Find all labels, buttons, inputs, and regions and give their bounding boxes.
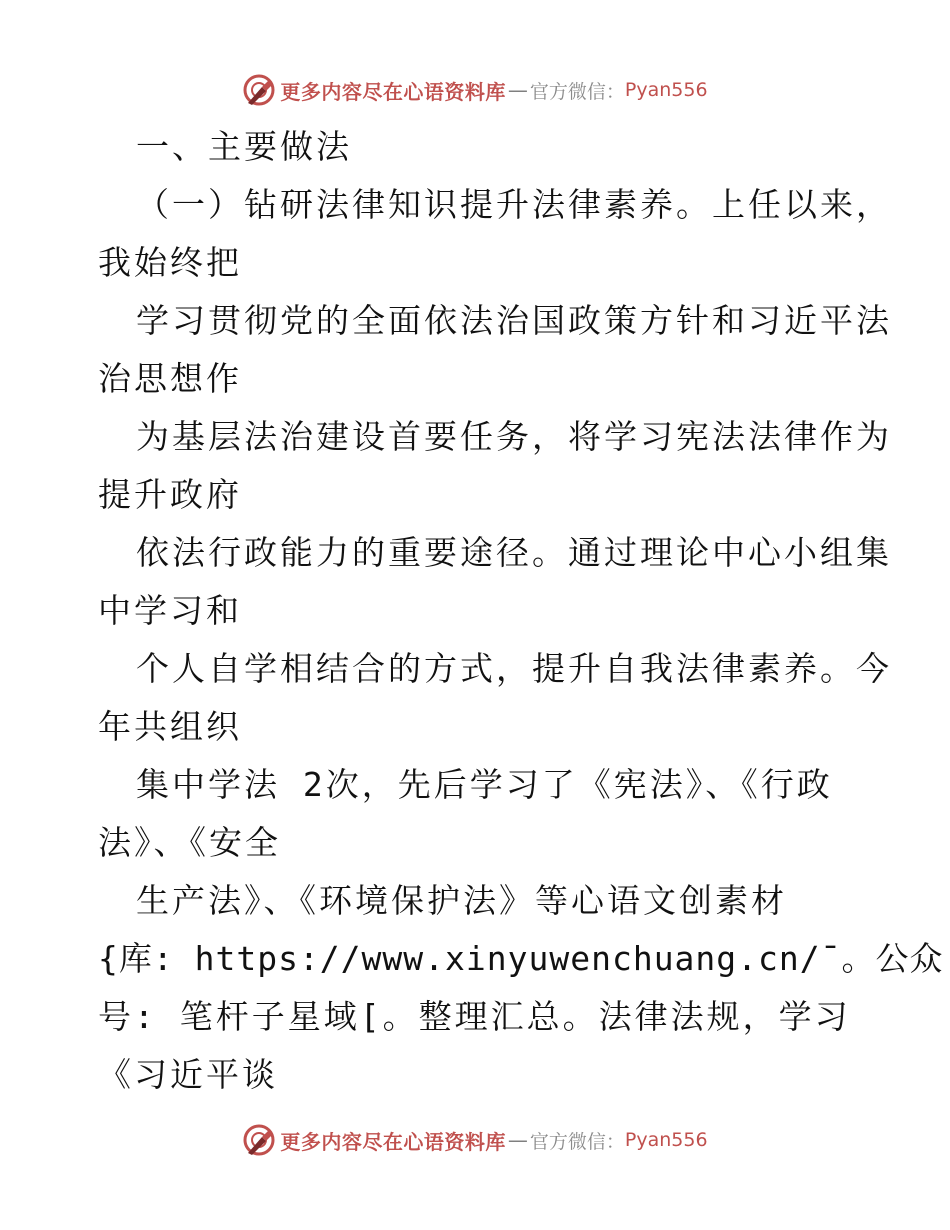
text-line: 号: 笔杆子星域[。整理汇总。法律法规，学习 [98,997,851,1036]
text-line: 提升政府 [98,475,242,514]
text-line: 学习贯彻党的全面依法治国政策方针和习近平法 [136,301,892,340]
banner-wechat-id: Pyan556 [624,79,708,101]
text-line: 为基层法治建设首要任务，将学习宪法法律作为 [136,417,892,456]
text-line-url: {库: https://www.xinyuwenchuang.cn/¯。公众 [98,939,944,978]
banner-separator: — [507,1128,528,1152]
banner-brand-text: 更多内容尽在心语资料库 [280,79,506,104]
text-line: 集中学法 2次，先后学习了《宪法》、《行政 [136,765,833,804]
text-line: 个人自学相结合的方式，提升自我法律素养。今 [136,649,892,688]
pen-logo-icon [242,73,276,107]
heading-main-practices: 一、主要做法 [136,127,352,166]
text-line: 我始终把 [98,243,242,282]
banner-wechat-id: Pyan556 [624,1129,708,1151]
text-line: 《习近平谈 [98,1055,278,1094]
text-line: 年共组织 [98,707,242,746]
text-line: 生产法》、《环境保护法》等心语文创素材 [136,881,787,920]
header-banner [0,72,950,108]
text-line: 治思想作 [98,359,242,398]
text-line: 中学习和 [98,591,242,630]
footer-banner [0,1122,950,1158]
banner-wechat-label: 官方微信： [529,1130,625,1153]
text-line: 法》、《安全 [98,823,281,862]
text-line: （一）钻研法律知识提升法律素养。上任以来， [136,185,892,224]
text-line: 依法行政能力的重要途径。通过理论中心小组集 [136,533,892,572]
banner-wechat-label: 官方微信： [529,80,625,103]
pen-logo-icon [242,1123,276,1157]
banner-separator: — [507,78,528,102]
banner-brand-text: 更多内容尽在心语资料库 [280,1129,506,1154]
